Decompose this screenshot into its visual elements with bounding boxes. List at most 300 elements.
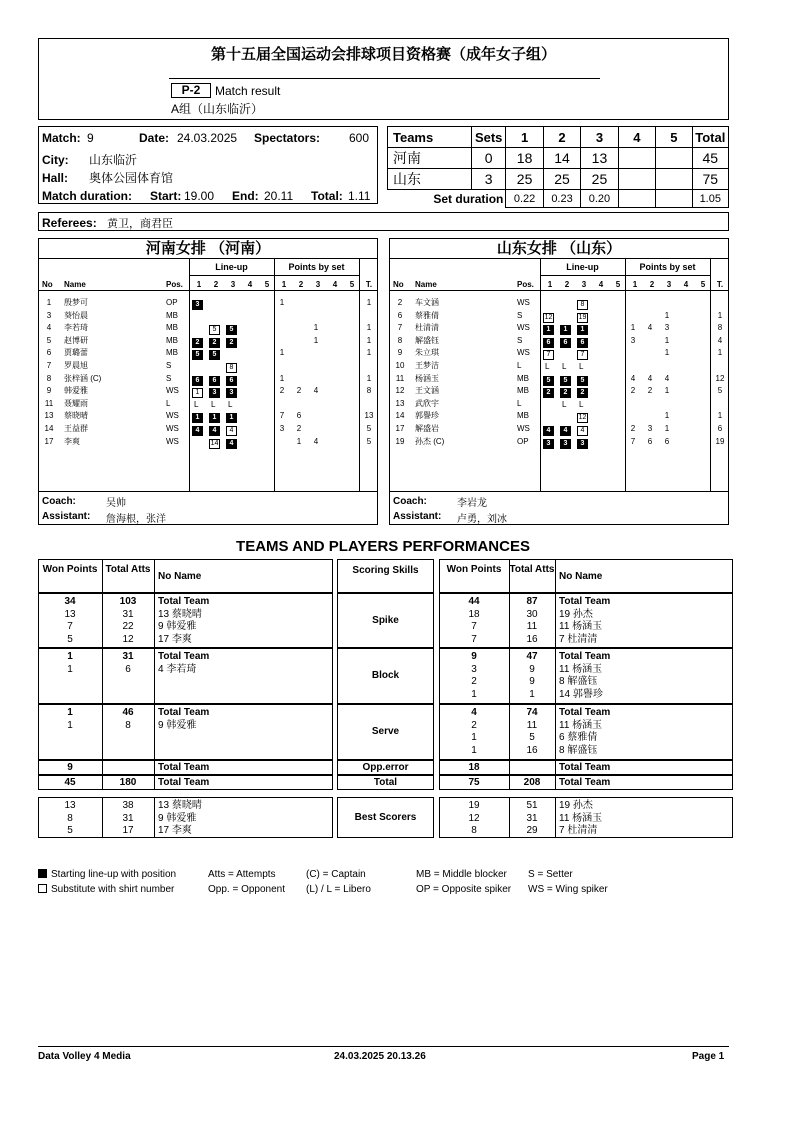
block-skill-label: Block	[371, 670, 400, 681]
lineup-marker: 1	[192, 388, 203, 398]
total-atts-value: 46	[122, 707, 134, 718]
pos-header: Pos.	[166, 280, 183, 289]
away-sets: 3	[471, 169, 505, 190]
set-points	[344, 335, 356, 347]
set-points	[695, 360, 707, 372]
lineup-cell	[226, 424, 237, 436]
set-points	[293, 360, 305, 372]
lineup-cell	[577, 323, 588, 335]
player-label: 8 解盛钰	[559, 676, 598, 687]
set-points	[661, 360, 673, 372]
date-label: Date:	[139, 131, 170, 145]
player-total: 8	[366, 386, 372, 396]
lineup-marker: L	[562, 399, 567, 409]
player-total: 19	[715, 436, 725, 446]
lineup-cell	[560, 374, 571, 386]
player-name: 朱立琪	[415, 348, 439, 358]
filled-square-icon	[38, 869, 47, 878]
player-label: 17 李爽	[158, 825, 192, 836]
set-points	[310, 423, 322, 435]
set-points: 1	[664, 411, 670, 421]
header-divider	[189, 275, 359, 276]
points-set-header: 1	[632, 280, 638, 289]
set-points	[678, 297, 690, 309]
set-points: 2	[279, 386, 285, 396]
total-atts-value: 30	[526, 608, 538, 620]
set-points	[678, 398, 690, 410]
lineup-cell	[192, 298, 203, 310]
player-name: 蔡雅倩	[415, 310, 439, 320]
column-divider	[154, 760, 155, 775]
header-divider	[540, 275, 710, 276]
legend-op: OP = Opposite spiker	[416, 884, 512, 895]
match-number: 9	[87, 131, 94, 145]
player-number: 17	[395, 424, 405, 433]
set-points	[276, 322, 288, 334]
set-points: 4	[313, 436, 319, 446]
player-position: L	[517, 398, 522, 408]
points-set-header: 2	[298, 280, 304, 289]
coach-label: Coach:	[42, 496, 76, 507]
spectators-value: 600	[349, 131, 370, 145]
lineup-marker: 5	[543, 376, 554, 386]
player-total: 1	[366, 298, 372, 307]
no-header: No	[42, 280, 53, 289]
set-points	[644, 335, 656, 347]
home-set-score: 14	[543, 148, 580, 169]
player-label: 13 蔡晓晴	[158, 800, 202, 811]
lineup-cell	[577, 386, 588, 398]
player-position: S	[166, 373, 172, 383]
lineup-set-header: 4	[598, 280, 604, 289]
home-set-score	[656, 148, 692, 169]
set-points	[327, 436, 339, 448]
legend-opp: Opp. = Opponent	[208, 884, 286, 895]
lineup-cell	[543, 348, 554, 360]
set-points: 2	[296, 424, 302, 433]
player-position: MB	[517, 411, 529, 421]
player-name: 李爽	[64, 436, 80, 446]
set-points	[293, 347, 305, 359]
away-set-score: 25	[581, 169, 618, 190]
set-points	[293, 373, 305, 385]
lineup-marker: 5	[577, 376, 588, 386]
player-total: 1	[366, 348, 372, 358]
set-points	[661, 398, 673, 410]
lineup-cell	[209, 348, 220, 360]
player-total	[361, 360, 377, 372]
lineup-cell	[209, 411, 220, 423]
coach-divider	[390, 491, 728, 492]
lineup-set-header: 3	[230, 280, 236, 289]
player-number: 6	[46, 348, 52, 358]
player-name: 武欣宇	[415, 398, 439, 408]
performance-title: TEAMS AND PLAYERS PERFORMANCES	[236, 538, 530, 555]
away-set-score	[618, 169, 655, 190]
lineup-marker: 6	[209, 376, 220, 386]
set-points: 4	[664, 373, 670, 383]
won-points-value: 2	[471, 719, 477, 731]
player-position: S	[166, 361, 172, 370]
total-atts-value: 47	[526, 651, 538, 662]
set-points	[344, 410, 356, 422]
lineup-marker: 4	[543, 426, 554, 436]
set-duration: 0.20	[581, 190, 618, 208]
won-points-header: Won Points	[446, 564, 502, 575]
player-position: WS	[517, 298, 530, 307]
lineup-marker: 7	[543, 350, 554, 360]
set-points	[678, 310, 690, 322]
total-atts-header: Total Atts	[509, 564, 555, 575]
lineup-marker: 1	[192, 413, 203, 423]
opp-error-skill-label: Opp.error	[362, 762, 409, 773]
set-points	[327, 373, 339, 385]
player-number: 11	[44, 398, 54, 408]
set-points	[344, 385, 356, 397]
lineup-cell	[192, 424, 203, 436]
set-duration: 0.22	[506, 190, 543, 208]
set-header: 5	[656, 127, 692, 148]
set-points	[678, 385, 690, 397]
set-points: 2	[647, 386, 653, 396]
player-total: 8	[717, 323, 723, 333]
lineup-set-header: 4	[247, 280, 253, 289]
player-position: S	[517, 335, 523, 345]
set-points	[627, 410, 639, 422]
away-total: 75	[692, 169, 728, 190]
won-points-value: 8	[67, 812, 73, 824]
won-points-value: 1	[471, 732, 477, 743]
lineup-marker: 12	[578, 414, 587, 422]
won-points-value: 19	[468, 800, 480, 811]
set-points	[327, 385, 339, 397]
lineup-cell	[560, 323, 571, 335]
coach-label: Coach:	[393, 496, 427, 507]
player-name: 杨涵玉	[415, 373, 439, 383]
away-set-score: 25	[506, 169, 543, 190]
player-number: 13	[395, 398, 405, 408]
won-points-value: 1	[67, 663, 73, 675]
lineup-marker: 7	[577, 350, 588, 360]
player-number: 8	[397, 335, 403, 345]
set-points: 3	[664, 323, 670, 333]
lineup-cell	[577, 411, 588, 423]
set-points	[344, 310, 356, 322]
set-points: 1	[279, 348, 285, 358]
lineup-cell	[577, 348, 588, 360]
sets-header: Sets	[471, 127, 505, 148]
player-label: Total Team	[158, 777, 210, 788]
set-points	[627, 360, 639, 372]
lineup-marker: L	[194, 399, 199, 409]
set-points	[327, 410, 339, 422]
set-points	[678, 335, 690, 347]
lineup-set-header: 5	[615, 280, 621, 289]
total-value: 1.11	[348, 189, 371, 203]
player-name: 蔡晓晴	[64, 411, 88, 421]
lineup-marker: 1	[577, 325, 588, 335]
set-duration: 0.23	[543, 190, 580, 208]
lineup-marker: 5	[192, 350, 203, 360]
lineup-cell	[577, 374, 588, 386]
legend-ws: WS = Wing spiker	[528, 884, 608, 895]
lineup-cell	[577, 399, 583, 411]
set-points	[310, 398, 322, 410]
lineup-marker: 3	[192, 300, 203, 310]
lineup-cell	[560, 424, 571, 436]
player-label: Total Team	[559, 651, 611, 662]
lineup-marker: 2	[209, 338, 220, 348]
total-atts-value: 87	[526, 596, 538, 607]
player-label: 11 杨涵玉	[559, 621, 603, 632]
lineup-marker: 4	[560, 426, 571, 436]
lineup-marker: 4	[226, 426, 237, 436]
set-points: 6	[664, 436, 670, 446]
set-points	[678, 423, 690, 435]
player-name: 贾璐蕾	[64, 348, 88, 358]
player-name: 罗晨旭	[64, 361, 88, 370]
home-sets: 0	[471, 148, 505, 169]
player-position: OP	[517, 436, 529, 446]
player-number: 4	[46, 323, 52, 333]
player-number: 9	[46, 386, 52, 396]
set-points	[276, 310, 288, 322]
lineup-marker: L	[579, 399, 584, 409]
player-position: MB	[166, 310, 178, 320]
won-points-value: 9	[67, 762, 73, 773]
no-header: No	[393, 280, 404, 289]
set-points: 1	[296, 436, 302, 446]
column-divider	[154, 797, 155, 838]
match-info	[38, 126, 378, 204]
set-points	[695, 398, 707, 410]
set-points: 7	[630, 436, 636, 446]
won-points-value: 9	[471, 651, 477, 662]
won-points-value: 7	[471, 633, 477, 645]
lineup-cell	[577, 298, 588, 310]
player-label: 13 蔡晓晴	[158, 608, 202, 620]
footer-left: Data Volley 4 Media	[38, 1051, 131, 1062]
set-points	[644, 398, 656, 410]
legend-mb: MB = Middle blocker	[416, 869, 507, 880]
won-points-value: 4	[471, 707, 477, 718]
legend-s: S = Setter	[528, 869, 573, 880]
won-points-value: 18	[468, 608, 480, 620]
referees-names: 黄卫，商君臣	[107, 218, 173, 230]
won-points-value: 5	[67, 825, 73, 836]
set-points	[310, 373, 322, 385]
player-label: Total Team	[158, 707, 210, 718]
set-points	[644, 297, 656, 309]
player-label: 8 解盛钰	[559, 744, 598, 756]
lineup-cell	[192, 348, 203, 360]
lineup-cell	[226, 411, 237, 423]
lineup-cell	[209, 386, 220, 398]
set-points	[327, 423, 339, 435]
lineup-cell	[560, 336, 571, 348]
away-set-score: 25	[543, 169, 580, 190]
column-divider	[555, 760, 556, 775]
set-points	[310, 297, 322, 309]
doc-code: P-2	[171, 83, 211, 98]
player-total	[712, 297, 728, 309]
won-points-value: 8	[471, 825, 477, 836]
lineup-marker: L	[211, 399, 216, 409]
set-points	[327, 360, 339, 372]
pos-header: Pos.	[517, 280, 534, 289]
lineup-cell	[577, 336, 588, 348]
player-label: 9 韩爱雅	[158, 621, 197, 632]
total-atts-value: 31	[122, 608, 134, 620]
set-points	[644, 360, 656, 372]
lineup-set-header: 1	[196, 280, 202, 289]
points-set-header: 2	[649, 280, 655, 289]
lineup-marker: 1	[209, 413, 220, 423]
column-divider	[555, 648, 556, 704]
lineup-cell	[543, 361, 549, 373]
player-name: 杜清清	[415, 323, 439, 333]
lineup-cell	[226, 437, 237, 449]
set-points: 4	[647, 323, 653, 333]
player-number: 12	[395, 386, 405, 396]
column-divider	[274, 259, 275, 491]
total-header: T.	[716, 280, 724, 289]
set-points: 3	[630, 335, 636, 345]
empty-square-icon	[38, 884, 47, 893]
player-total	[712, 398, 728, 410]
set-points	[293, 335, 305, 347]
won-points-value: 2	[471, 676, 477, 687]
lineup-marker: 2	[577, 388, 588, 398]
total-atts-value: 11	[526, 719, 538, 731]
total-atts-value: 208	[523, 777, 541, 788]
lineup-set-header: 1	[547, 280, 553, 289]
set-points	[344, 398, 356, 410]
lineup-cell	[543, 336, 554, 348]
total-atts-value: 9	[529, 663, 535, 675]
player-name: 郭譽珍	[415, 411, 439, 421]
set-points	[678, 410, 690, 422]
coach-divider	[39, 491, 377, 492]
set-points: 1	[279, 298, 285, 307]
total-atts-value: 6	[125, 663, 131, 675]
set-points	[344, 322, 356, 334]
won-points-header: Won Points	[42, 564, 98, 575]
player-total: 1	[717, 411, 723, 421]
lineup-marker: 3	[543, 439, 554, 449]
player-total: 1	[366, 373, 372, 383]
player-total: 5	[366, 436, 372, 446]
set-points: 1	[664, 424, 670, 433]
player-total: 1	[717, 348, 723, 358]
lineup-cell	[209, 323, 220, 335]
lineup-marker: 6	[543, 338, 554, 348]
column-divider	[625, 259, 626, 491]
set-points: 4	[630, 373, 636, 383]
player-position: MB	[517, 373, 529, 383]
won-points-value: 1	[471, 744, 477, 756]
lineup-cell	[226, 399, 232, 411]
away-set-score	[656, 169, 692, 190]
set-points	[344, 373, 356, 385]
lineup-cell	[226, 323, 237, 335]
set-points: 1	[279, 373, 285, 383]
won-points-value: 13	[64, 608, 76, 620]
home-set-score: 13	[581, 148, 618, 169]
player-total	[361, 310, 377, 322]
lineup-cell	[543, 424, 554, 436]
player-total: 6	[717, 424, 723, 433]
won-points-value: 1	[67, 651, 73, 662]
lineup-marker: 1	[560, 325, 571, 335]
lineup-marker: 6	[577, 338, 588, 348]
player-position: S	[517, 310, 523, 320]
total-atts-value: 31	[122, 651, 134, 662]
lineup-cell	[560, 361, 566, 373]
column-divider	[154, 593, 155, 648]
player-name: 李若琦	[64, 323, 88, 333]
spectators-label: Spectators:	[254, 131, 321, 145]
total-atts-value: 17	[122, 825, 134, 836]
legend-captain: (C) = Captain	[306, 869, 366, 880]
assistant-names: 卢勇，刘冰	[457, 514, 507, 525]
player-number: 7	[46, 361, 52, 370]
set-points	[627, 310, 639, 322]
player-label: Total Team	[158, 762, 210, 773]
lineup-set-header: 3	[581, 280, 587, 289]
set-points	[310, 347, 322, 359]
won-points-value: 3	[471, 663, 477, 675]
won-points-value: 1	[67, 719, 73, 731]
name-header: Name	[415, 280, 437, 289]
home-total: 45	[692, 148, 728, 169]
set-points	[327, 297, 339, 309]
total-atts-value: 5	[529, 732, 535, 743]
team-name: 河南女排 （河南）	[39, 239, 377, 259]
city-label: City:	[42, 153, 69, 167]
lineup-header: Line-up	[566, 262, 599, 272]
player-label: Total Team	[559, 707, 611, 718]
duration-label: Match duration:	[42, 189, 132, 203]
player-position: WS	[517, 424, 530, 433]
set-points	[678, 322, 690, 334]
hall-value: 奥体公园体育馆	[89, 171, 174, 185]
player-name: 赵博研	[64, 335, 88, 345]
player-total: 12	[715, 373, 725, 383]
set-points	[695, 347, 707, 359]
set-points	[678, 347, 690, 359]
group-label: A组（山东临沂）	[171, 102, 264, 116]
set-points	[644, 347, 656, 359]
start-value: 19.00	[184, 189, 215, 203]
lineup-marker: 6	[226, 376, 237, 386]
set-points	[310, 310, 322, 322]
lineup-marker: L	[545, 362, 550, 371]
player-name: 韩爱雅	[64, 386, 88, 396]
set-duration-label: Set duration	[388, 190, 506, 208]
player-label: Total Team	[559, 596, 611, 607]
player-position: MB	[166, 335, 178, 345]
lineup-cell	[209, 424, 220, 436]
lineup-header: Line-up	[215, 262, 248, 272]
set-points	[678, 373, 690, 385]
player-label: 6 蔡雅倩	[559, 732, 598, 743]
legend-atts: Atts = Attempts	[208, 869, 276, 880]
player-number: 11	[395, 373, 405, 383]
lineup-cell	[226, 336, 237, 348]
away-team-box	[389, 238, 729, 525]
player-position: WS	[166, 411, 179, 421]
